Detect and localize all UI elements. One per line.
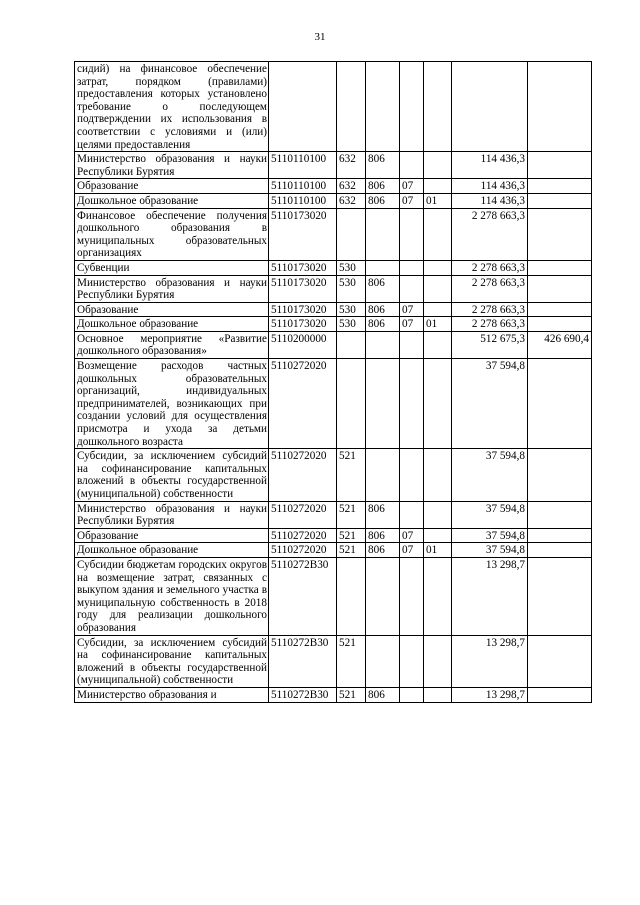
table-row bbox=[75, 528, 592, 543]
table-row bbox=[75, 501, 592, 528]
row-rz-cell: 806 bbox=[366, 543, 400, 558]
table-row bbox=[75, 331, 592, 358]
row-grbs-cell: 530 bbox=[337, 275, 366, 302]
row-rz-cell: 806 bbox=[366, 193, 400, 208]
row-code-cell: 5110110100 bbox=[269, 152, 337, 179]
row-grbs-cell: 632 bbox=[337, 193, 366, 208]
row-sum1-cell: 114 436,3 bbox=[452, 193, 528, 208]
row-sum1-cell: 512 675,3 bbox=[452, 331, 528, 358]
row-rz-cell bbox=[366, 208, 400, 260]
table-row bbox=[75, 302, 592, 317]
row-sum1-cell: 37 594,8 bbox=[452, 501, 528, 528]
table-row bbox=[75, 359, 592, 449]
row-code-cell: 5110110100 bbox=[269, 179, 337, 194]
row-sum1-cell: 13 298,7 bbox=[452, 557, 528, 635]
row-sum2-cell bbox=[528, 62, 592, 152]
row-sum1-cell: 114 436,3 bbox=[452, 179, 528, 194]
row-vr-cell: 01 bbox=[424, 543, 452, 558]
table-row bbox=[75, 193, 592, 208]
row-code-cell: 5110173020 bbox=[269, 302, 337, 317]
table-row bbox=[75, 152, 592, 179]
row-sum2-cell bbox=[528, 193, 592, 208]
row-name-cell: Субсидии бюджетам городских округов на возмещение затрат, связанных с выкупом здания и земельного участка в муниципальную собственность в 2018 году для реализации дошкольного образования bbox=[75, 557, 269, 635]
row-pr-cell bbox=[400, 635, 424, 687]
row-sum1-cell: 37 594,8 bbox=[452, 528, 528, 543]
table-row bbox=[75, 557, 592, 635]
row-name-cell: Возмещение расходов частных дошкольных образовательных организаций, индивидуальных предпринимателей, возникающих при создании условий для осуществления присмотра и ухода за детьми дошкольного возраста bbox=[75, 359, 269, 449]
row-rz-cell: 806 bbox=[366, 179, 400, 194]
table-row bbox=[75, 635, 592, 687]
table-row bbox=[75, 260, 592, 275]
row-name-cell: Дошкольное образование bbox=[75, 543, 269, 558]
row-code-cell: 5110272В30 bbox=[269, 557, 337, 635]
table-row bbox=[75, 208, 592, 260]
row-name-cell: Дошкольное образование bbox=[75, 317, 269, 332]
row-name-cell: Образование bbox=[75, 302, 269, 317]
row-sum2-cell bbox=[528, 528, 592, 543]
row-sum2-cell bbox=[528, 449, 592, 501]
row-pr-cell bbox=[400, 359, 424, 449]
row-sum1-cell: 37 594,8 bbox=[452, 359, 528, 449]
row-name-cell: Дошкольное образование bbox=[75, 193, 269, 208]
row-sum2-cell bbox=[528, 359, 592, 449]
row-grbs-cell: 530 bbox=[337, 302, 366, 317]
row-sum1-cell: 37 594,8 bbox=[452, 543, 528, 558]
row-rz-cell bbox=[366, 331, 400, 358]
row-sum2-cell bbox=[528, 501, 592, 528]
row-sum2-cell bbox=[528, 152, 592, 179]
row-grbs-cell: 521 bbox=[337, 501, 366, 528]
row-pr-cell bbox=[400, 449, 424, 501]
row-code-cell: 5110272020 bbox=[269, 449, 337, 501]
row-pr-cell bbox=[400, 275, 424, 302]
row-sum1-cell: 2 278 663,3 bbox=[452, 208, 528, 260]
row-name-cell: Министерство образования и науки Республики Бурятия bbox=[75, 501, 269, 528]
row-vr-cell bbox=[424, 62, 452, 152]
row-pr-cell bbox=[400, 260, 424, 275]
row-name-cell: Образование bbox=[75, 528, 269, 543]
row-pr-cell bbox=[400, 62, 424, 152]
row-vr-cell bbox=[424, 687, 452, 702]
row-vr-cell: 01 bbox=[424, 317, 452, 332]
row-vr-cell bbox=[424, 635, 452, 687]
row-grbs-cell bbox=[337, 359, 366, 449]
row-vr-cell bbox=[424, 449, 452, 501]
row-name-cell: Министерство образования и науки Республики Бурятия bbox=[75, 275, 269, 302]
row-code-cell: 5110272020 bbox=[269, 543, 337, 558]
row-rz-cell: 806 bbox=[366, 275, 400, 302]
row-code-cell: 5110272В30 bbox=[269, 635, 337, 687]
row-pr-cell: 07 bbox=[400, 317, 424, 332]
row-name-cell: Министерство образования и науки Республики Бурятия bbox=[75, 152, 269, 179]
row-name-cell: Субсидии, за исключением субсидий на софинансирование капитальных вложений в объекты государственной (муниципальной) собственности bbox=[75, 449, 269, 501]
row-name-cell: Министерство образования и bbox=[75, 687, 269, 702]
row-name-cell: Субвенции bbox=[75, 260, 269, 275]
row-sum2-cell: 426 690,4 bbox=[528, 331, 592, 358]
row-sum2-cell bbox=[528, 260, 592, 275]
budget-table bbox=[74, 61, 592, 703]
row-grbs-cell bbox=[337, 331, 366, 358]
row-grbs-cell: 521 bbox=[337, 687, 366, 702]
row-sum2-cell bbox=[528, 179, 592, 194]
row-grbs-cell: 521 bbox=[337, 635, 366, 687]
row-sum2-cell bbox=[528, 208, 592, 260]
row-rz-cell: 806 bbox=[366, 687, 400, 702]
row-code-cell: 5110173020 bbox=[269, 208, 337, 260]
row-grbs-cell: 521 bbox=[337, 449, 366, 501]
table-row bbox=[75, 543, 592, 558]
row-rz-cell bbox=[366, 557, 400, 635]
row-sum1-cell: 2 278 663,3 bbox=[452, 317, 528, 332]
row-vr-cell bbox=[424, 208, 452, 260]
row-name-cell: Образование bbox=[75, 179, 269, 194]
table-row bbox=[75, 449, 592, 501]
row-code-cell: 5110272020 bbox=[269, 501, 337, 528]
row-rz-cell: 806 bbox=[366, 528, 400, 543]
row-code-cell: 5110200000 bbox=[269, 331, 337, 358]
row-pr-cell: 07 bbox=[400, 193, 424, 208]
row-sum1-cell bbox=[452, 62, 528, 152]
row-code-cell bbox=[269, 62, 337, 152]
row-code-cell: 5110173020 bbox=[269, 317, 337, 332]
row-pr-cell: 07 bbox=[400, 528, 424, 543]
row-sum2-cell bbox=[528, 687, 592, 702]
row-grbs-cell: 530 bbox=[337, 260, 366, 275]
row-grbs-cell: 530 bbox=[337, 317, 366, 332]
row-rz-cell bbox=[366, 635, 400, 687]
row-pr-cell: 07 bbox=[400, 302, 424, 317]
row-sum2-cell bbox=[528, 275, 592, 302]
row-vr-cell bbox=[424, 331, 452, 358]
row-name-cell: сидий) на финансовое обеспечение затрат, порядком (правилами) предоставления которых установлено требование о последующем подтверждении их использования в соответствии с условиями и (или) целями предоставления bbox=[75, 62, 269, 152]
row-rz-cell bbox=[366, 359, 400, 449]
row-grbs-cell bbox=[337, 557, 366, 635]
row-vr-cell bbox=[424, 359, 452, 449]
row-vr-cell bbox=[424, 557, 452, 635]
table-row bbox=[75, 687, 592, 702]
row-code-cell: 5110173020 bbox=[269, 260, 337, 275]
row-pr-cell bbox=[400, 152, 424, 179]
row-grbs-cell bbox=[337, 208, 366, 260]
table-row bbox=[75, 317, 592, 332]
row-sum1-cell: 2 278 663,3 bbox=[452, 260, 528, 275]
row-sum1-cell: 114 436,3 bbox=[452, 152, 528, 179]
row-pr-cell bbox=[400, 557, 424, 635]
row-pr-cell bbox=[400, 501, 424, 528]
row-code-cell: 5110272020 bbox=[269, 528, 337, 543]
row-grbs-cell: 521 bbox=[337, 543, 366, 558]
row-code-cell: 5110272020 bbox=[269, 359, 337, 449]
row-sum2-cell bbox=[528, 302, 592, 317]
row-sum2-cell bbox=[528, 635, 592, 687]
table-row bbox=[75, 179, 592, 194]
row-sum2-cell bbox=[528, 317, 592, 332]
row-rz-cell: 806 bbox=[366, 152, 400, 179]
row-name-cell: Основное мероприятие «Развитие дошкольного образования» bbox=[75, 331, 269, 358]
row-pr-cell: 07 bbox=[400, 543, 424, 558]
row-name-cell: Субсидии, за исключением субсидий на софинансирование капитальных вложений в объекты государственной (муниципальной) собственности bbox=[75, 635, 269, 687]
row-rz-cell bbox=[366, 260, 400, 275]
row-grbs-cell bbox=[337, 62, 366, 152]
row-sum1-cell: 37 594,8 bbox=[452, 449, 528, 501]
page-number: 31 bbox=[314, 31, 326, 43]
row-pr-cell bbox=[400, 208, 424, 260]
row-code-cell: 5110173020 bbox=[269, 275, 337, 302]
row-rz-cell bbox=[366, 62, 400, 152]
table-row bbox=[75, 275, 592, 302]
row-code-cell: 5110272В30 bbox=[269, 687, 337, 702]
row-vr-cell bbox=[424, 260, 452, 275]
row-vr-cell bbox=[424, 275, 452, 302]
row-sum1-cell: 2 278 663,3 bbox=[452, 275, 528, 302]
row-pr-cell bbox=[400, 687, 424, 702]
row-grbs-cell: 632 bbox=[337, 179, 366, 194]
row-code-cell: 5110110100 bbox=[269, 193, 337, 208]
row-sum1-cell: 13 298,7 bbox=[452, 687, 528, 702]
row-pr-cell bbox=[400, 331, 424, 358]
row-sum2-cell bbox=[528, 557, 592, 635]
row-sum2-cell bbox=[528, 543, 592, 558]
row-rz-cell bbox=[366, 449, 400, 501]
row-vr-cell bbox=[424, 501, 452, 528]
row-grbs-cell: 632 bbox=[337, 152, 366, 179]
row-vr-cell: 01 bbox=[424, 193, 452, 208]
row-vr-cell bbox=[424, 302, 452, 317]
row-rz-cell: 806 bbox=[366, 501, 400, 528]
row-sum1-cell: 2 278 663,3 bbox=[452, 302, 528, 317]
row-sum1-cell: 13 298,7 bbox=[452, 635, 528, 687]
row-name-cell: Финансовое обеспечение получения дошкольного образования в муниципальных образовательных организациях bbox=[75, 208, 269, 260]
row-rz-cell: 806 bbox=[366, 317, 400, 332]
row-pr-cell: 07 bbox=[400, 179, 424, 194]
row-rz-cell: 806 bbox=[366, 302, 400, 317]
row-vr-cell bbox=[424, 528, 452, 543]
row-grbs-cell: 521 bbox=[337, 528, 366, 543]
row-vr-cell bbox=[424, 179, 452, 194]
table-row bbox=[75, 62, 592, 152]
row-vr-cell bbox=[424, 152, 452, 179]
